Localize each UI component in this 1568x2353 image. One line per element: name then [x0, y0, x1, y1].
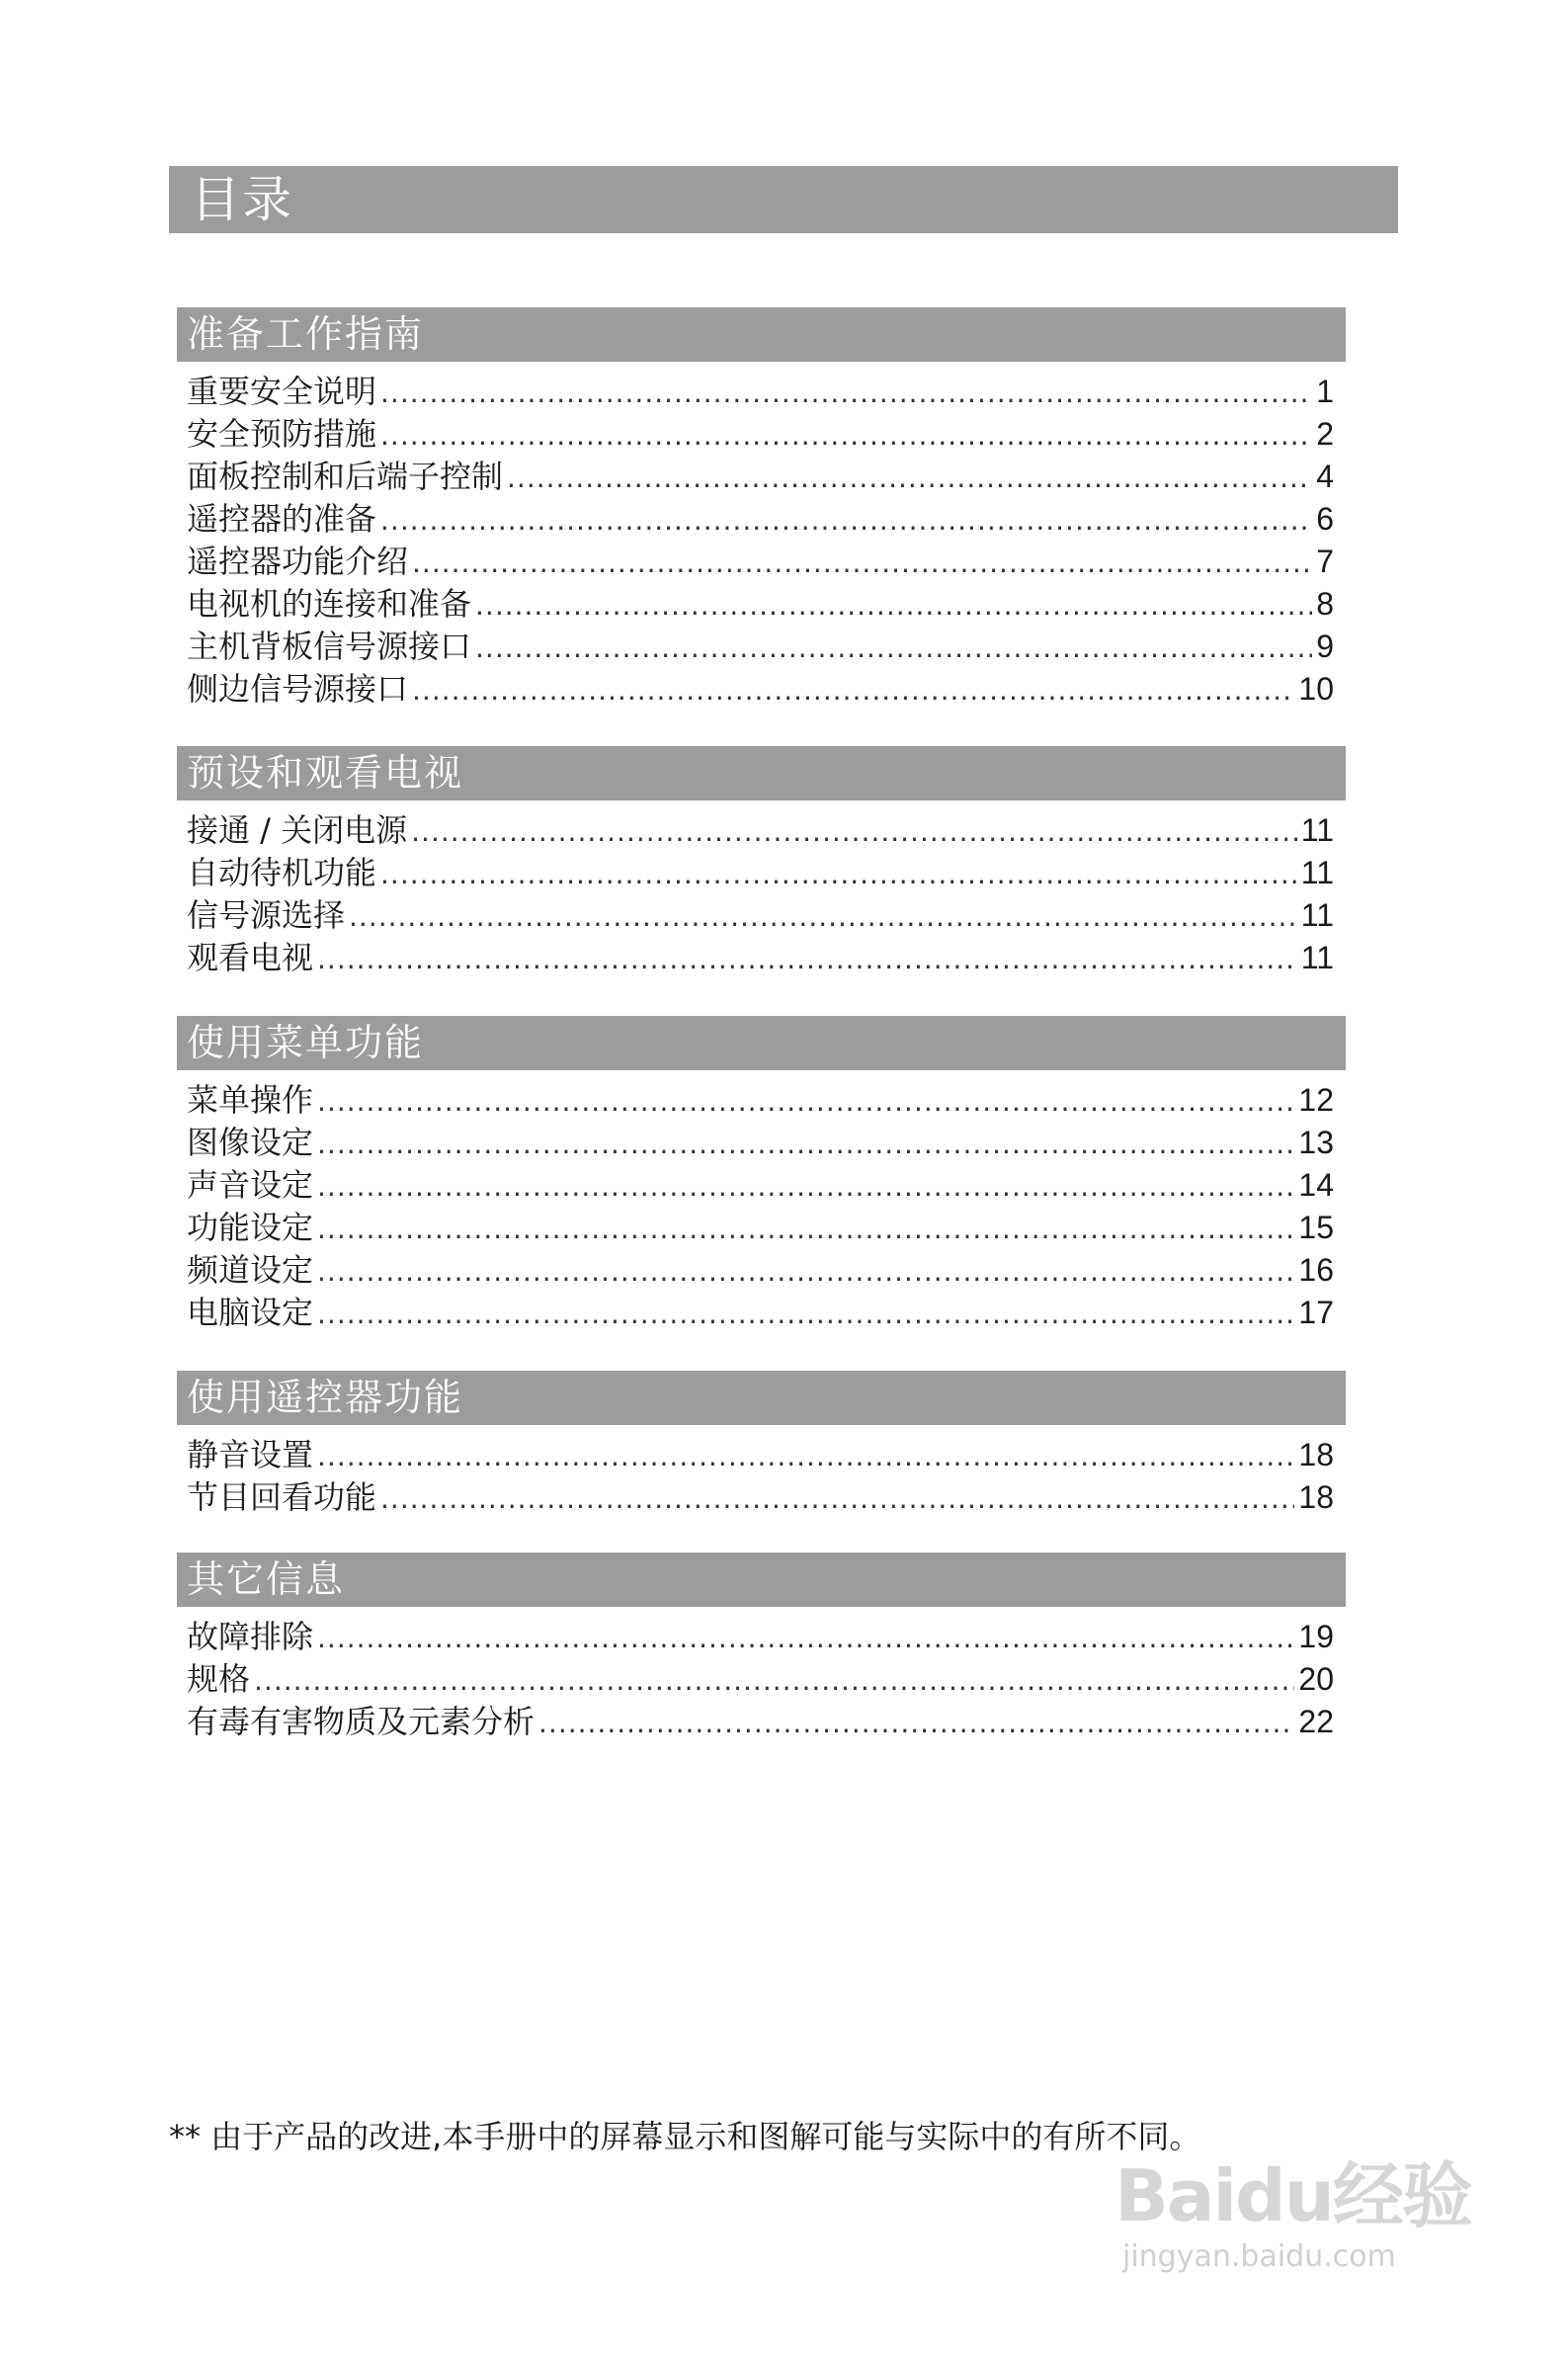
- dot-leader: [412, 542, 1312, 584]
- toc-entry[interactable]: [177, 1164, 1346, 1207]
- toc-entry[interactable]: [177, 1207, 1346, 1249]
- dot-leader: [317, 938, 1297, 980]
- toc-entry-list: [177, 1079, 1346, 1334]
- toc-entry-page: 17: [1298, 1295, 1334, 1330]
- toc-entry-page: 11: [1300, 940, 1334, 975]
- toc-entry-title: 频道设定: [187, 1251, 314, 1289]
- toc-section-menu-functions: [177, 1016, 1346, 1334]
- toc-entry[interactable]: [177, 1701, 1346, 1743]
- toc-entry-page: 18: [1298, 1479, 1334, 1515]
- toc-entry-title: 侧边信号源接口: [187, 670, 409, 708]
- toc-entry-list: [177, 809, 1346, 979]
- dot-leader: [317, 1250, 1294, 1293]
- toc-entry-title: 主机背板信号源接口: [187, 628, 472, 665]
- toc-section-preparation: [177, 307, 1346, 711]
- watermark-url: jingyan.baidu.com: [1122, 2239, 1396, 2274]
- dot-leader: [538, 1702, 1294, 1744]
- toc-entry[interactable]: [177, 1122, 1346, 1164]
- dot-leader: [475, 584, 1312, 627]
- toc-entry-page: 13: [1298, 1125, 1334, 1160]
- toc-entry[interactable]: [177, 1079, 1346, 1122]
- dot-leader: [317, 1208, 1294, 1250]
- footnote: ** 由于产品的改进,本手册中的屏幕显示和图解可能与实际中的有所不同。: [169, 2118, 1201, 2155]
- dot-leader: [254, 1659, 1294, 1702]
- section-title: 使用遥控器功能: [177, 1371, 1346, 1425]
- toc-entry-page: 10: [1298, 671, 1334, 707]
- page-title: 目录: [169, 166, 1398, 233]
- toc-entry-page: 8: [1316, 586, 1334, 622]
- toc-entry-title: 菜单操作: [187, 1081, 314, 1119]
- toc-entry[interactable]: [177, 1616, 1346, 1658]
- dot-leader: [380, 372, 1312, 414]
- toc-entry[interactable]: [177, 852, 1346, 894]
- toc-section-other-info: [177, 1553, 1346, 1743]
- dot-leader: [380, 499, 1312, 542]
- toc-entry-page: 20: [1298, 1661, 1334, 1697]
- toc-entry-title: 电脑设定: [187, 1294, 314, 1331]
- toc-entry-page: 11: [1300, 812, 1334, 848]
- dot-leader: [380, 853, 1297, 895]
- toc-entry-page: 7: [1316, 544, 1334, 579]
- toc-entry-page: 12: [1298, 1082, 1334, 1118]
- watermark-logo: Baidu经验: [1114, 2154, 1471, 2237]
- toc-entry-page: 18: [1298, 1437, 1334, 1472]
- toc-entry-page: 4: [1316, 459, 1334, 494]
- section-title: 预设和观看电视: [177, 746, 1346, 800]
- section-title: 使用菜单功能: [177, 1016, 1346, 1070]
- toc-entry[interactable]: [177, 626, 1346, 668]
- toc-entry-page: 2: [1316, 416, 1334, 452]
- toc-entry-list: [177, 371, 1346, 711]
- dot-leader: [317, 1293, 1294, 1335]
- toc-entry-title: 功能设定: [187, 1209, 314, 1246]
- toc-entry-title: 节目回看功能: [187, 1478, 377, 1516]
- toc-entry[interactable]: [177, 894, 1346, 937]
- dot-leader: [317, 1123, 1294, 1165]
- toc-entry-title: 图像设定: [187, 1124, 314, 1161]
- section-title: 其它信息: [177, 1553, 1346, 1607]
- toc-entry-page: 9: [1316, 629, 1334, 664]
- toc-entry-title: 故障排除: [187, 1618, 314, 1655]
- dot-leader: [412, 669, 1294, 712]
- toc-entry[interactable]: [177, 498, 1346, 541]
- baidu-jingyan-watermark: [1114, 2154, 1490, 2303]
- toc-entry[interactable]: [177, 541, 1346, 583]
- toc-section-preset-viewing: [177, 746, 1346, 979]
- toc-entry[interactable]: [177, 413, 1346, 456]
- toc-entry[interactable]: [177, 1658, 1346, 1701]
- toc-entry[interactable]: [177, 1476, 1346, 1519]
- toc-entry-title: 面板控制和后端子控制: [187, 458, 504, 495]
- toc-entry[interactable]: [177, 668, 1346, 711]
- toc-entry[interactable]: [177, 937, 1346, 979]
- toc-entry-list: [177, 1434, 1346, 1519]
- toc-entry[interactable]: [177, 1434, 1346, 1476]
- toc-entry[interactable]: [177, 1292, 1346, 1334]
- toc-entry-page: 1: [1316, 374, 1334, 409]
- dot-leader: [475, 627, 1312, 669]
- toc-entry-page: 15: [1298, 1210, 1334, 1245]
- toc-entry[interactable]: [177, 583, 1346, 626]
- dot-leader: [380, 1477, 1294, 1520]
- toc-entry-page: 16: [1298, 1252, 1334, 1288]
- toc-entry-title: 接通 / 关闭电源: [187, 811, 408, 849]
- dot-leader: [317, 1435, 1294, 1477]
- toc-entry-title: 观看电视: [187, 939, 314, 976]
- toc-entry-title: 有毒有害物质及元素分析: [187, 1703, 536, 1740]
- toc-entry-title: 重要安全说明: [187, 373, 377, 410]
- toc-entry[interactable]: [177, 371, 1346, 413]
- toc-entry-title: 遥控器功能介绍: [187, 543, 409, 580]
- toc-entry-title: 自动待机功能: [187, 854, 377, 891]
- toc-entry-page: 6: [1316, 501, 1334, 537]
- dot-leader: [349, 895, 1297, 938]
- section-title: 准备工作指南: [177, 307, 1346, 362]
- toc-entry-page: 14: [1298, 1167, 1334, 1203]
- dot-leader: [317, 1165, 1294, 1208]
- toc-entry[interactable]: [177, 1249, 1346, 1292]
- toc-entry-title: 安全预防措施: [187, 415, 377, 453]
- toc-entry-page: 19: [1298, 1619, 1334, 1654]
- toc-entry-title: 规格: [187, 1660, 251, 1698]
- dot-leader: [411, 810, 1297, 853]
- toc-entry-title: 信号源选择: [187, 896, 346, 934]
- dot-leader: [380, 414, 1312, 457]
- toc-entry-title: 静音设置: [187, 1436, 314, 1473]
- dot-leader: [317, 1080, 1294, 1123]
- toc-entry-list: [177, 1616, 1346, 1743]
- toc-entry-page: 22: [1298, 1704, 1334, 1739]
- toc-entry[interactable]: [177, 809, 1346, 852]
- toc-entry-title: 电视机的连接和准备: [187, 585, 472, 623]
- toc-entry[interactable]: [177, 456, 1346, 498]
- toc-entry-page: 11: [1300, 855, 1334, 890]
- dot-leader: [507, 457, 1312, 499]
- toc-entry-page: 11: [1300, 897, 1334, 933]
- toc-entry-title: 遥控器的准备: [187, 500, 377, 538]
- dot-leader: [317, 1617, 1294, 1659]
- toc-entry-title: 声音设定: [187, 1166, 314, 1204]
- toc-section-remote-functions: [177, 1371, 1346, 1519]
